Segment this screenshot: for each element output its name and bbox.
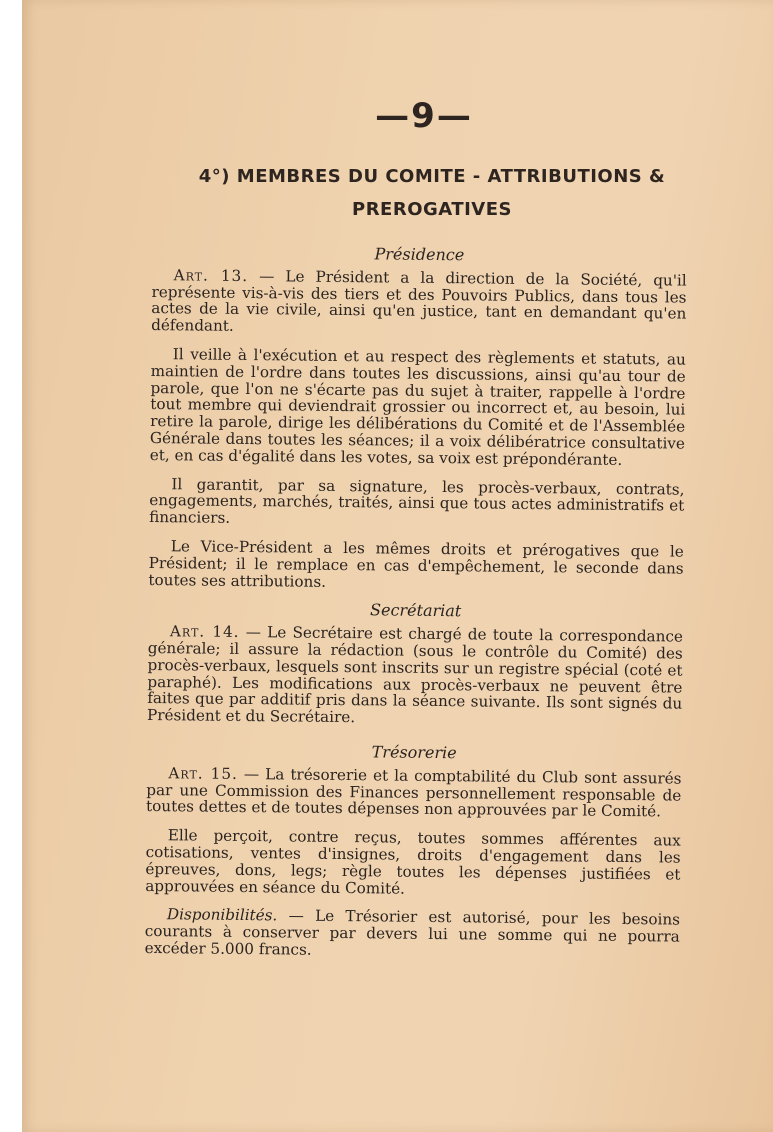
disponibilites-text: — Le Trésorier est autorisé, pour les besoins courants à conserver par devers lui une somme qui ne pourra excéder 5.000 francs. [144, 906, 681, 959]
disponibilites-label: Disponibilités. [166, 905, 278, 925]
section-title-tresorerie: Trésorerie [371, 742, 457, 763]
page-number: —9— [375, 96, 473, 136]
article-label: Art. 14. [169, 622, 240, 642]
heading-line-1: 4°) MEMBRES DU COMITE - ATTRIBUTIONS & [198, 166, 666, 187]
article-14 [147, 623, 683, 729]
article-label: Art. 15. [168, 763, 238, 783]
document-page [22, 0, 773, 1132]
article-15 [146, 765, 681, 821]
article-13 [151, 267, 687, 340]
paragraph: Il garantit, par sa signature, les procès-verbaux, contrats, engagements, marchés, traités, ainsi que tous actes administratifs et financiers. [149, 474, 685, 527]
article-text: — Le Secrétaire est chargé de toute la correspondance générale; il assure la rédaction (sous le contrôle du Comité) des procès-verbaux, lesquels sont inscrits sur un registre spécial (coté et paraphé). Les modifications aux procès-verbaux ne peuvent être faites que par additif pris dans la séance suivante. Ils sont signés du Président et du Secrétaire. [146, 623, 684, 727]
paragraph: Elle perçoit, contre reçus, toutes sommes afférentes aux cotisations, ventes d'insignes, droits d'engagement dans les épreuves, dons, legs; règle toutes les dépenses justifiées et approuvées en séance du Comité. [145, 826, 681, 898]
chapter-heading [172, 160, 692, 226]
paragraph: Il veille à l'exécution et au respect des règlements et statuts, au maintien de l'ordre dans toutes les discussions, ainsi qu'au tour de parole, que l'on ne s'écarte pas du sujet à traiter, rappelle à l'ordre tout membre qui deviendrait grossier ou incorrect et, au besoin, lui retire la parole, dirige les délibérations du Comité et de l'Assemblée Générale dans toutes les séances; il a voix délibératrice consultative et, en cas d'égalité dans les votes, sa voix est prépondérante. [149, 345, 686, 469]
document-body [144, 244, 687, 974]
paragraph: Le Vice-Président a les mêmes droits et prérogatives que le Président; il le remplace en cas d'empêchement, le seconde dans toutes ses attributions. [148, 537, 684, 591]
article-label: Art. 13. [173, 266, 249, 285]
article-text: — La trésorerie et la comptabilité du Club sont assurés par une Commission des Finances personnellement responsable de toutes dettes et de toutes dépenses non approuvées par le Comité. [146, 764, 682, 821]
heading-line-2: PREROGATIVES [352, 199, 512, 220]
section-title-presidence: Présidence [374, 244, 465, 265]
article-text: — Le Président a la direction de la Société, qu'il représente vis-à-vis des tiers et des Pouvoirs Publics, dans tous les actes de la vie civile, ainsi qu'en justice, tant en demandant qu'en défendant. [151, 266, 687, 336]
section-title-secretariat: Secrétariat [369, 600, 462, 621]
disponibilites-paragraph [145, 906, 680, 962]
